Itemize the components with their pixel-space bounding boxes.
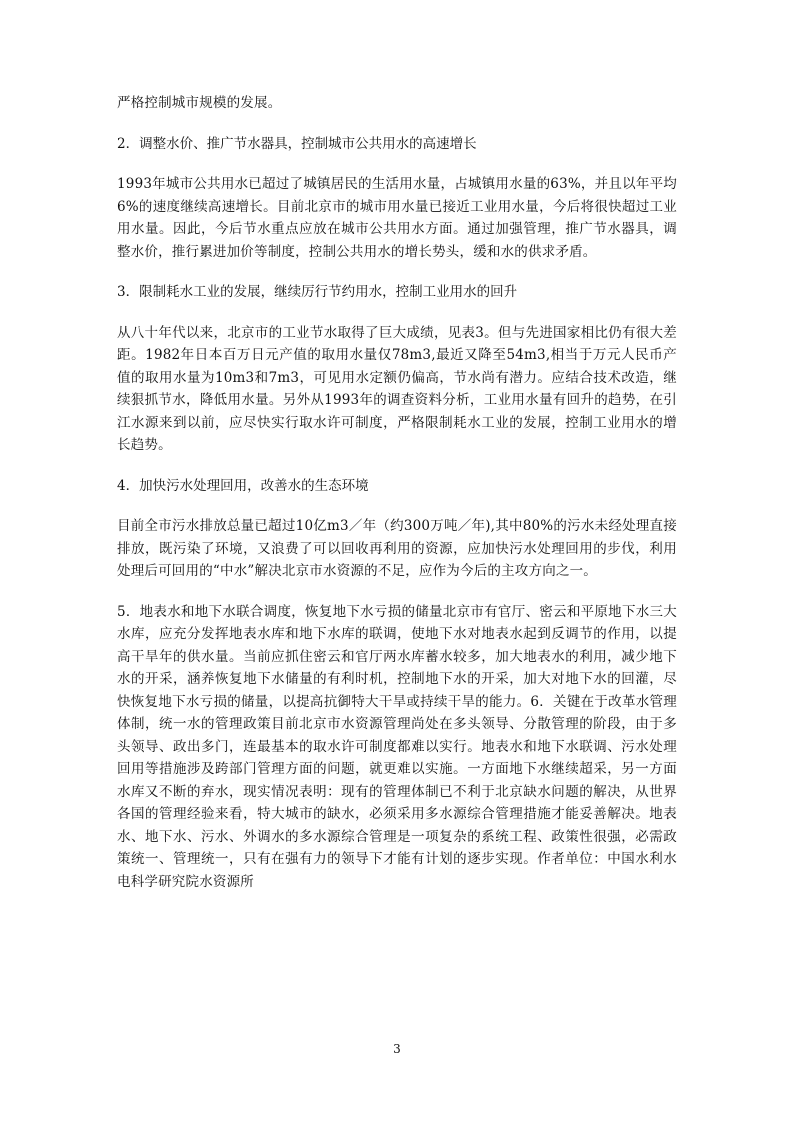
section-2-body: 1993年城市公共用水已超过了城镇居民的生活用水量，占城镇用水量的63%，并且以年平均6%的速度继续高速增长。目前北京市的城市用水量已接近工业用水量，今后将很快超过工业用水量。因此，今后节水重点应放在城市公共用水方面。通过加强管理，推广节水器具，调整水价，推行累进加价等制度，控制公共用水的增长势头，缓和水的供求矛盾。 xyxy=(117,176,677,260)
document-page xyxy=(117,92,677,911)
section-4-heading: 4．加快污水处理回用，改善水的生态环境 xyxy=(117,477,369,494)
page-number: 3 xyxy=(393,1042,401,1056)
section-3-body: 从八十年代以来，北京市的工业节水取得了巨大成绩，见表3。但与先进国家相比仍有很大差距。1982年日本百万日元产值的取用水量仅78m3,最近又降至54m3,相当于万元人民币产值的取用水量为10m3和7m3，可见用水定额仍偏高，节水尚有潜力。应结合技术改造，继续狠抓节水，降低用水量。另外从1993年的调查资料分析，工业用水量有回升的趋势，在引江水源来到以前，应尽快实行取水许可制度，严格限制耗水工业的发展，控制工业用水的增长趋势。 xyxy=(117,324,677,453)
section-5-body: 5．地表水和地下水联合调度，恢复地下水亏损的储量北京市有官厅、密云和平原地下水三大水库，应充分发挥地表水库和地下水库的联调，使地下水对地表水起到反调节的作用，以提高干旱年的供水量。当前应抓住密云和官厅两水库蓄水较多，加大地表水的利用，减少地下水的开采，涵养恢复地下水储量的有利时机，控制地下水的开采，加大对地下水的回灌，尽快恢复地下水亏损的储量，以提高抗御特大干旱或持续干旱的能力。6．关键在于改革水管理体制，统一水的管理政策目前北京市水资源管理尚处在多头领导、分散管理的阶段，由于多头领导、政出多门，连最基本的取水许可制度都难以实行。地表水和地下水联调、污水处理回用等措施涉及跨部门管理方面的问题，就更难以实施。一方面地下水继续超采，另一方面水库又不断的弃水，现实情况表明：现有的管理体制已不利于北京缺水问题的解决，从世界各国的管理经验来看，特大城市的缺水，必须采用多水源综合管理措施才能妥善解决。地表水、地下水、污水、外调水的多水源综合管理是一项复杂的系统工程、政策性很强，必需政策统一、管理统一，只有在强有力的领导下才能有计划的逐步实现。作者单位：中国水利水电科学研究院水资源所 xyxy=(117,603,677,890)
section-3-heading: 3．限制耗水工业的发展，继续厉行节约用水，控制工业用水的回升 xyxy=(117,284,518,300)
section-2-heading: 2．调整水价、推广节水器具，控制城市公共用水的高速增长 xyxy=(117,135,477,152)
section-4-body: 目前全市污水排放总量已超过10亿m3／年（约300万吨／年),其中80%的污水未经处理直接排放，既污染了环境，又浪费了可以回收再利用的资源，应加快污水处理回用的步伐，利用处理后可回用的“中水”解决北京市水资源的不足，应作为今后的主攻方向之一。 xyxy=(117,518,677,579)
opening-line: 严格控制城市规模的发展。 xyxy=(117,95,282,111)
